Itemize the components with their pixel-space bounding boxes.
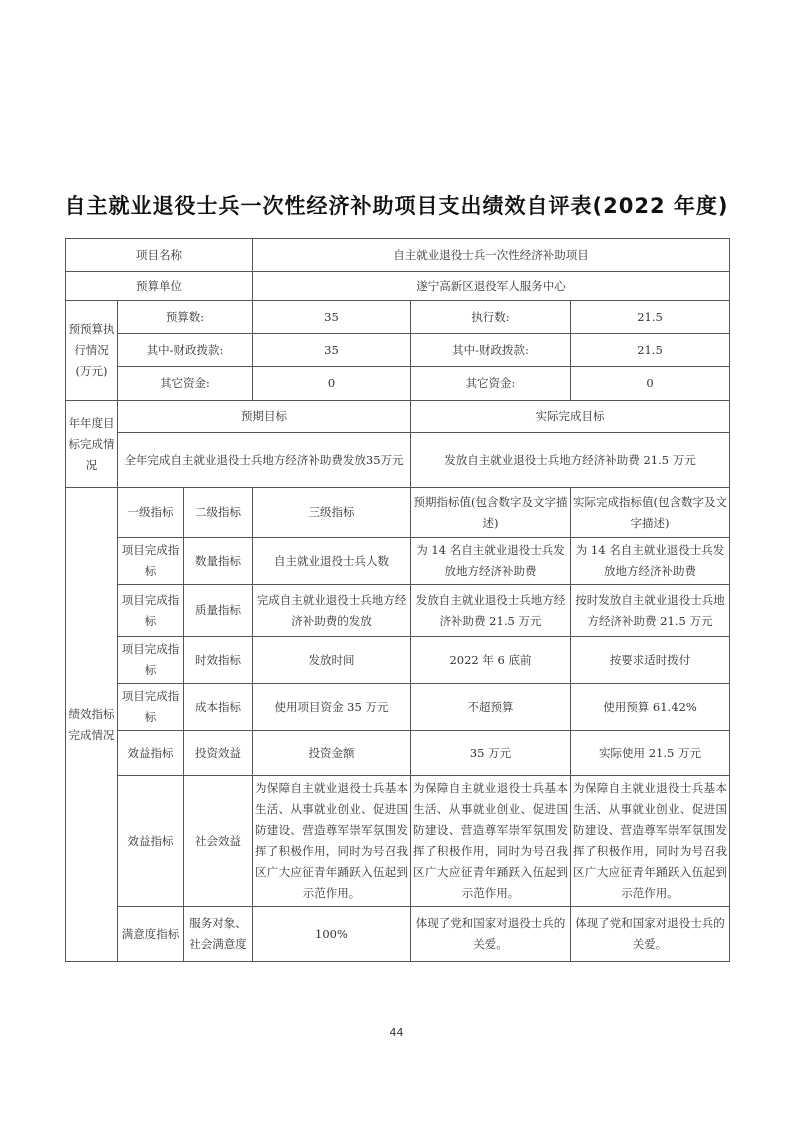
table-row bbox=[66, 301, 730, 334]
table-row bbox=[66, 401, 730, 433]
performance-table bbox=[65, 238, 730, 962]
indicator-level1: 项目完成指标 bbox=[118, 684, 184, 731]
page-number: 44 bbox=[389, 1026, 404, 1039]
indicator-level3: 自主就业退役士兵人数 bbox=[253, 538, 411, 585]
table-row bbox=[66, 585, 730, 637]
table-row bbox=[66, 776, 730, 907]
indicator-level2: 投资效益 bbox=[184, 731, 253, 776]
indicator-level3: 完成自主就业退役士兵地方经济补助费的发放 bbox=[253, 585, 411, 637]
indicator-level2: 服务对象、社会满意度 bbox=[184, 907, 253, 962]
indicator-actual: 按要求适时拨付 bbox=[571, 637, 730, 684]
fiscal-execution-value: 21.5 bbox=[571, 334, 730, 367]
indicator-level3: 100% bbox=[253, 907, 411, 962]
indicator-actual: 按时发放自主就业退役士兵地方经济补助费 21.5 万元 bbox=[571, 585, 730, 637]
budget-unit-label: 预算单位 bbox=[66, 272, 253, 301]
indicator-level1: 项目完成指标 bbox=[118, 637, 184, 684]
indicator-level3: 使用项目资金 35 万元 bbox=[253, 684, 411, 731]
table-row bbox=[66, 731, 730, 776]
indicator-actual: 为 14 名自主就业退役士兵发放地方经济补助费 bbox=[571, 538, 730, 585]
indicator-level3: 投资金额 bbox=[253, 731, 411, 776]
indicator-expected: 35 万元 bbox=[411, 731, 571, 776]
indicator-level2: 社会效益 bbox=[184, 776, 253, 907]
budget-execution-section-label: 预预算执行情况(万元) bbox=[66, 301, 118, 401]
indicator-expected: 2022 年 6 底前 bbox=[411, 637, 571, 684]
annual-goals-section-label: 年年度目标完成情况 bbox=[66, 401, 118, 488]
expected-goal-header: 预期目标 bbox=[118, 401, 411, 433]
other-funds-exec-label: 其它资金: bbox=[411, 367, 571, 401]
indicator-level2: 成本指标 bbox=[184, 684, 253, 731]
indicator-level2: 数量指标 bbox=[184, 538, 253, 585]
indicator-level2: 质量指标 bbox=[184, 585, 253, 637]
indicator-level3: 发放时间 bbox=[253, 637, 411, 684]
indicator-actual: 实际使用 21.5 万元 bbox=[571, 731, 730, 776]
table-row bbox=[66, 488, 730, 538]
indicator-expected: 为保障自主就业退役士兵基本生活、从事就业创业、促进国防建设、营造尊军崇军氛围发挥了积极作用，同时为号召我区广大应征青年踊跃入伍起到示范作用。 bbox=[411, 776, 571, 907]
table-row bbox=[66, 239, 730, 272]
indicator-expected: 体现了党和国家对退役士兵的关爱。 bbox=[411, 907, 571, 962]
table-row bbox=[66, 538, 730, 585]
indicator-level1: 效益指标 bbox=[118, 731, 184, 776]
execution-label: 执行数: bbox=[411, 301, 571, 334]
budget-label: 预算数: bbox=[118, 301, 253, 334]
indicator-expected: 为 14 名自主就业退役士兵发放地方经济补助费 bbox=[411, 538, 571, 585]
project-name-label: 项目名称 bbox=[66, 239, 253, 272]
table-row bbox=[66, 334, 730, 367]
other-funds-label: 其它资金: bbox=[118, 367, 253, 401]
indicator-actual: 体现了党和国家对退役士兵的关爱。 bbox=[571, 907, 730, 962]
table-row bbox=[66, 907, 730, 962]
execution-value: 21.5 bbox=[571, 301, 730, 334]
table-row bbox=[66, 684, 730, 731]
indicator-level1: 满意度指标 bbox=[118, 907, 184, 962]
header-level3: 三级指标 bbox=[253, 488, 411, 538]
header-level1: 一级指标 bbox=[118, 488, 184, 538]
indicator-level1: 项目完成指标 bbox=[118, 585, 184, 637]
table-row bbox=[66, 367, 730, 401]
other-funds-value: 0 bbox=[253, 367, 411, 401]
header-actual-value: 实际完成指标值(包含数字及文字描述) bbox=[571, 488, 730, 538]
indicator-expected: 发放自主就业退役士兵地方经济补助费 21.5 万元 bbox=[411, 585, 571, 637]
fiscal-budget-label: 其中-财政拨款: bbox=[118, 334, 253, 367]
indicator-level3: 为保障自主就业退役士兵基本生活、从事就业创业、促进国防建设、营造尊军崇军氛围发挥了积极作用，同时为号召我区广大应征青年踊跃入伍起到示范作用。 bbox=[253, 776, 411, 907]
table-row bbox=[66, 272, 730, 301]
table-row bbox=[66, 433, 730, 488]
actual-goal-value: 发放自主就业退役士兵地方经济补助费 21.5 万元 bbox=[411, 433, 730, 488]
fiscal-budget-value: 35 bbox=[253, 334, 411, 367]
indicator-expected: 不超预算 bbox=[411, 684, 571, 731]
expected-goal-value: 全年完成自主就业退役士兵地方经济补助费发放35万元 bbox=[118, 433, 411, 488]
project-name-value: 自主就业退役士兵一次性经济补助项目 bbox=[253, 239, 730, 272]
table-row bbox=[66, 637, 730, 684]
page-title: 自主就业退役士兵一次性经济补助项目支出绩效自评表(2022 年度) bbox=[64, 194, 729, 218]
indicators-section-label: 绩效指标完成情况 bbox=[66, 488, 118, 962]
budget-unit-value: 遂宁高新区退役军人服务中心 bbox=[253, 272, 730, 301]
fiscal-execution-label: 其中-财政拨款: bbox=[411, 334, 571, 367]
indicator-actual: 使用预算 61.42% bbox=[571, 684, 730, 731]
indicator-level1: 效益指标 bbox=[118, 776, 184, 907]
indicator-actual: 为保障自主就业退役士兵基本生活、从事就业创业、促进国防建设、营造尊军崇军氛围发挥了积极作用，同时为号召我区广大应征青年踊跃入伍起到示范作用。 bbox=[571, 776, 730, 907]
actual-goal-header: 实际完成目标 bbox=[411, 401, 730, 433]
indicator-level1: 项目完成指标 bbox=[118, 538, 184, 585]
indicator-level2: 时效指标 bbox=[184, 637, 253, 684]
budget-value: 35 bbox=[253, 301, 411, 334]
header-level2: 二级指标 bbox=[184, 488, 253, 538]
other-funds-exec-value: 0 bbox=[571, 367, 730, 401]
header-expected-value: 预期指标值(包含数字及文字描述) bbox=[411, 488, 571, 538]
